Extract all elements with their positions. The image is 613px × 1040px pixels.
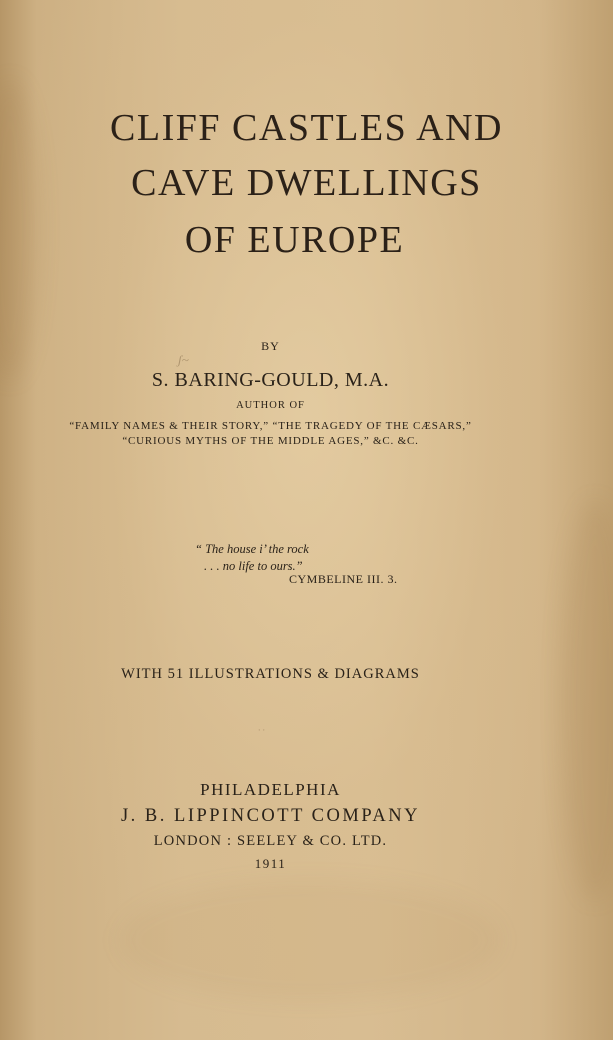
epigraph-line-1: “ The house i’ the rock bbox=[195, 542, 309, 556]
illustrations-note: WITH 51 ILLUSTRATIONS & DIAGRAMS bbox=[121, 666, 420, 682]
by-label: BY bbox=[261, 339, 280, 353]
pencil-mark: · · bbox=[258, 725, 265, 735]
book-title-line-1: CLIFF CASTLES AND bbox=[110, 107, 503, 149]
publication-year: 1911 bbox=[254, 856, 287, 871]
book-title-line-3: OF EUROPE bbox=[184, 219, 405, 261]
previous-works-line-1: “FAMILY NAMES & THEIR STORY,” “THE TRAGEDY OF THE CÆSARS,” bbox=[69, 420, 472, 432]
publication-place: PHILADELPHIA bbox=[200, 780, 341, 799]
previous-works-line-2: “CURIOUS MYTHS OF THE MIDDLE AGES,” &C. &C. bbox=[122, 435, 419, 447]
epigraph-source: CYMBELINE III. 3. bbox=[289, 572, 398, 586]
london-publisher: LONDON : SEELEY & CO. LTD. bbox=[153, 833, 388, 849]
author-of-label: AUTHOR OF bbox=[236, 400, 305, 411]
publisher-name: J. B. LIPPINCOTT COMPANY bbox=[120, 806, 420, 826]
pencil-mark: ʃ~ bbox=[178, 352, 189, 367]
author-name: S. BARING-GOULD, M.A. bbox=[151, 369, 390, 391]
epigraph-line-2: . . . no life to ours.” bbox=[204, 559, 303, 573]
book-title-line-2: CAVE DWELLINGS bbox=[131, 162, 482, 204]
paper-stain bbox=[120, 880, 500, 1000]
